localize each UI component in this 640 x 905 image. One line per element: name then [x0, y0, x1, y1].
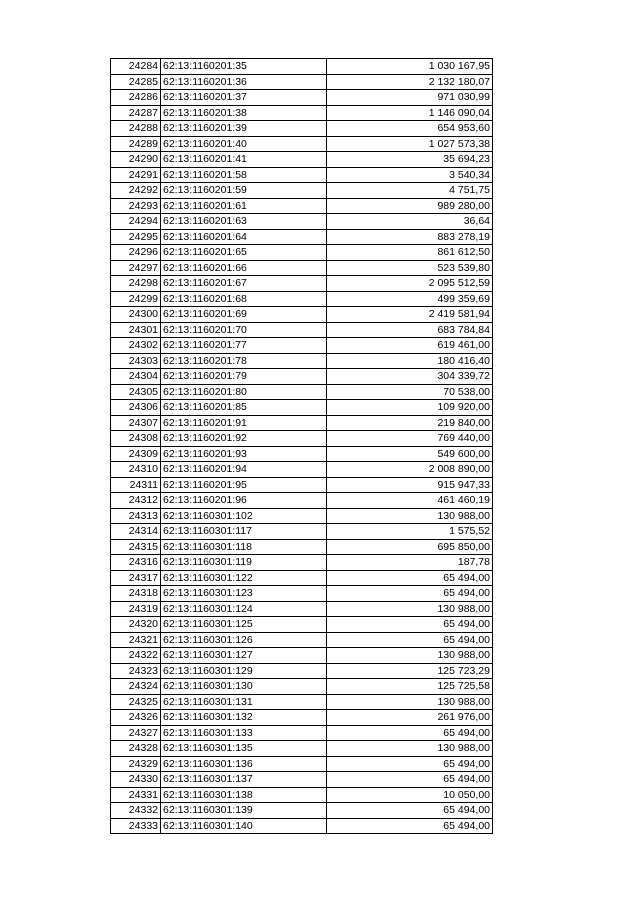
- table-row: [111, 90, 493, 106]
- row-index: 24285: [111, 74, 161, 90]
- row-index: 24313: [111, 508, 161, 524]
- cadastral-number: 62:13:1160201:79: [161, 369, 327, 385]
- table-row: [111, 229, 493, 245]
- cadastral-value: 861 612,50: [327, 245, 493, 261]
- cadastral-number: 62:13:1160201:58: [161, 167, 327, 183]
- cadastral-value: 70 538,00: [327, 384, 493, 400]
- table-row: [111, 710, 493, 726]
- table-row: [111, 291, 493, 307]
- cadastral-number: 62:13:1160201:80: [161, 384, 327, 400]
- table-row: [111, 384, 493, 400]
- row-index: 24333: [111, 818, 161, 834]
- cadastral-number: 62:13:1160201:94: [161, 462, 327, 478]
- cadastral-number: 62:13:1160201:66: [161, 260, 327, 276]
- table-row: [111, 756, 493, 772]
- cadastral-value: 65 494,00: [327, 772, 493, 788]
- cadastral-number: 62:13:1160201:39: [161, 121, 327, 137]
- cadastral-value: 125 725,58: [327, 679, 493, 695]
- table-row: [111, 446, 493, 462]
- row-index: 24294: [111, 214, 161, 230]
- cadastral-value: 1 146 090,04: [327, 105, 493, 121]
- row-index: 24286: [111, 90, 161, 106]
- table-row: [111, 772, 493, 788]
- table-row: [111, 59, 493, 75]
- row-index: 24315: [111, 539, 161, 555]
- cadastral-value: 971 030,99: [327, 90, 493, 106]
- cadastral-number: 62:13:1160201:78: [161, 353, 327, 369]
- row-index: 24317: [111, 570, 161, 586]
- row-index: 24297: [111, 260, 161, 276]
- row-index: 24307: [111, 415, 161, 431]
- table-row: [111, 74, 493, 90]
- cadastral-value: 65 494,00: [327, 586, 493, 602]
- cadastral-value: 989 280,00: [327, 198, 493, 214]
- row-index: 24305: [111, 384, 161, 400]
- cadastral-value: 2 419 581,94: [327, 307, 493, 323]
- cadastral-value: 65 494,00: [327, 803, 493, 819]
- row-index: 24291: [111, 167, 161, 183]
- cadastral-number: 62:13:1160201:59: [161, 183, 327, 199]
- row-index: 24311: [111, 477, 161, 493]
- table-body: [111, 59, 493, 834]
- cadastral-value: 883 278,19: [327, 229, 493, 245]
- table-row: [111, 725, 493, 741]
- cadastral-value: 130 988,00: [327, 601, 493, 617]
- row-index: 24328: [111, 741, 161, 757]
- row-index: 24319: [111, 601, 161, 617]
- cadastral-number: 62:13:1160301:119: [161, 555, 327, 571]
- row-index: 24323: [111, 663, 161, 679]
- table-row: [111, 555, 493, 571]
- table-row: [111, 338, 493, 354]
- row-index: 24322: [111, 648, 161, 664]
- cadastral-value: 187,78: [327, 555, 493, 571]
- table-row: [111, 198, 493, 214]
- table-row: [111, 803, 493, 819]
- cadastral-value: 683 784,84: [327, 322, 493, 338]
- table-row: [111, 617, 493, 633]
- row-index: 24326: [111, 710, 161, 726]
- table-row: [111, 415, 493, 431]
- table-row: [111, 245, 493, 261]
- row-index: 24288: [111, 121, 161, 137]
- table-row: [111, 508, 493, 524]
- row-index: 24325: [111, 694, 161, 710]
- cadastral-number: 62:13:1160201:96: [161, 493, 327, 509]
- cadastral-number: 62:13:1160301:122: [161, 570, 327, 586]
- table-row: [111, 679, 493, 695]
- cadastral-number: 62:13:1160201:68: [161, 291, 327, 307]
- cadastral-number: 62:13:1160301:130: [161, 679, 327, 695]
- cadastral-number: 62:13:1160201:37: [161, 90, 327, 106]
- row-index: 24316: [111, 555, 161, 571]
- cadastral-value: 915 947,33: [327, 477, 493, 493]
- row-index: 24298: [111, 276, 161, 292]
- cadastral-number: 62:13:1160301:139: [161, 803, 327, 819]
- cadastral-number: 62:13:1160301:136: [161, 756, 327, 772]
- cadastral-value: 65 494,00: [327, 617, 493, 633]
- row-index: 24329: [111, 756, 161, 772]
- row-index: 24332: [111, 803, 161, 819]
- cadastral-number: 62:13:1160301:137: [161, 772, 327, 788]
- table-row: [111, 477, 493, 493]
- cadastral-number: 62:13:1160201:35: [161, 59, 327, 75]
- cadastral-value: 125 723,29: [327, 663, 493, 679]
- cadastral-number: 62:13:1160201:95: [161, 477, 327, 493]
- table-row: [111, 136, 493, 152]
- cadastral-value: 2 132 180,07: [327, 74, 493, 90]
- table-row: [111, 152, 493, 168]
- row-index: 24331: [111, 787, 161, 803]
- cadastral-number: 62:13:1160201:85: [161, 400, 327, 416]
- table-row: [111, 694, 493, 710]
- cadastral-value: 523 539,80: [327, 260, 493, 276]
- cadastral-number: 62:13:1160301:138: [161, 787, 327, 803]
- table-row: [111, 493, 493, 509]
- cadastral-value: 1 575,52: [327, 524, 493, 540]
- cadastral-number: 62:13:1160201:77: [161, 338, 327, 354]
- cadastral-value-table: [110, 58, 493, 834]
- table-row: [111, 648, 493, 664]
- cadastral-value: 499 359,69: [327, 291, 493, 307]
- row-index: 24296: [111, 245, 161, 261]
- cadastral-number: 62:13:1160201:70: [161, 322, 327, 338]
- row-index: 24310: [111, 462, 161, 478]
- cadastral-value: 130 988,00: [327, 694, 493, 710]
- cadastral-number: 62:13:1160301:123: [161, 586, 327, 602]
- row-index: 24320: [111, 617, 161, 633]
- cadastral-number: 62:13:1160301:124: [161, 601, 327, 617]
- table-row: [111, 214, 493, 230]
- row-index: 24301: [111, 322, 161, 338]
- row-index: 24303: [111, 353, 161, 369]
- cadastral-number: 62:13:1160301:102: [161, 508, 327, 524]
- cadastral-value: 549 600,00: [327, 446, 493, 462]
- cadastral-number: 62:13:1160301:135: [161, 741, 327, 757]
- cadastral-number: 62:13:1160301:133: [161, 725, 327, 741]
- row-index: 24287: [111, 105, 161, 121]
- cadastral-value: 2 008 890,00: [327, 462, 493, 478]
- table-row: [111, 632, 493, 648]
- table-row: [111, 741, 493, 757]
- cadastral-number: 62:13:1160201:38: [161, 105, 327, 121]
- table-row: [111, 183, 493, 199]
- cadastral-value: 219 840,00: [327, 415, 493, 431]
- cadastral-value: 1 027 573,38: [327, 136, 493, 152]
- table-row: [111, 353, 493, 369]
- table-row: [111, 431, 493, 447]
- cadastral-number: 62:13:1160201:65: [161, 245, 327, 261]
- row-index: 24299: [111, 291, 161, 307]
- cadastral-number: 62:13:1160201:69: [161, 307, 327, 323]
- row-index: 24327: [111, 725, 161, 741]
- cadastral-value: 654 953,60: [327, 121, 493, 137]
- cadastral-value: 3 540,34: [327, 167, 493, 183]
- row-index: 24308: [111, 431, 161, 447]
- cadastral-number: 62:13:1160301:117: [161, 524, 327, 540]
- cadastral-value: 65 494,00: [327, 570, 493, 586]
- row-index: 24302: [111, 338, 161, 354]
- row-index: 24330: [111, 772, 161, 788]
- cadastral-number: 62:13:1160201:41: [161, 152, 327, 168]
- row-index: 24304: [111, 369, 161, 385]
- cadastral-value: 65 494,00: [327, 756, 493, 772]
- cadastral-value: 130 988,00: [327, 508, 493, 524]
- cadastral-number: 62:13:1160301:131: [161, 694, 327, 710]
- table-row: [111, 570, 493, 586]
- row-index: 24293: [111, 198, 161, 214]
- cadastral-number: 62:13:1160301:125: [161, 617, 327, 633]
- cadastral-number: 62:13:1160201:36: [161, 74, 327, 90]
- table-row: [111, 322, 493, 338]
- row-index: 24284: [111, 59, 161, 75]
- cadastral-value: 769 440,00: [327, 431, 493, 447]
- table-row: [111, 787, 493, 803]
- row-index: 24306: [111, 400, 161, 416]
- cadastral-value: 695 850,00: [327, 539, 493, 555]
- cadastral-value: 130 988,00: [327, 648, 493, 664]
- row-index: 24318: [111, 586, 161, 602]
- table-row: [111, 539, 493, 555]
- row-index: 24312: [111, 493, 161, 509]
- cadastral-number: 62:13:1160201:40: [161, 136, 327, 152]
- cadastral-value: 4 751,75: [327, 183, 493, 199]
- cadastral-value: 1 030 167,95: [327, 59, 493, 75]
- table-row: [111, 524, 493, 540]
- cadastral-number: 62:13:1160301:126: [161, 632, 327, 648]
- cadastral-value: 10 050,00: [327, 787, 493, 803]
- row-index: 24292: [111, 183, 161, 199]
- table-row: [111, 369, 493, 385]
- cadastral-value: 304 339,72: [327, 369, 493, 385]
- row-index: 24324: [111, 679, 161, 695]
- cadastral-number: 62:13:1160301:118: [161, 539, 327, 555]
- table-row: [111, 462, 493, 478]
- cadastral-number: 62:13:1160201:64: [161, 229, 327, 245]
- cadastral-value: 65 494,00: [327, 818, 493, 834]
- row-index: 24300: [111, 307, 161, 323]
- cadastral-number: 62:13:1160301:140: [161, 818, 327, 834]
- table-row: [111, 400, 493, 416]
- cadastral-value: 35 694,23: [327, 152, 493, 168]
- cadastral-number: 62:13:1160201:91: [161, 415, 327, 431]
- row-index: 24309: [111, 446, 161, 462]
- row-index: 24321: [111, 632, 161, 648]
- cadastral-value: 130 988,00: [327, 741, 493, 757]
- cadastral-number: 62:13:1160201:67: [161, 276, 327, 292]
- cadastral-value: 65 494,00: [327, 632, 493, 648]
- table-row: [111, 307, 493, 323]
- cadastral-value: 461 460,19: [327, 493, 493, 509]
- cadastral-number: 62:13:1160201:61: [161, 198, 327, 214]
- table-row: [111, 167, 493, 183]
- row-index: 24289: [111, 136, 161, 152]
- table-row: [111, 121, 493, 137]
- cadastral-number: 62:13:1160301:132: [161, 710, 327, 726]
- cadastral-value: 261 976,00: [327, 710, 493, 726]
- table-row: [111, 601, 493, 617]
- cadastral-number: 62:13:1160201:93: [161, 446, 327, 462]
- table-row: [111, 818, 493, 834]
- cadastral-value: 619 461,00: [327, 338, 493, 354]
- table-row: [111, 260, 493, 276]
- row-index: 24290: [111, 152, 161, 168]
- cadastral-value: 36,64: [327, 214, 493, 230]
- table-row: [111, 586, 493, 602]
- cadastral-number: 62:13:1160201:92: [161, 431, 327, 447]
- row-index: 24314: [111, 524, 161, 540]
- cadastral-number: 62:13:1160201:63: [161, 214, 327, 230]
- cadastral-value: 109 920,00: [327, 400, 493, 416]
- cadastral-value: 2 095 512,59: [327, 276, 493, 292]
- row-index: 24295: [111, 229, 161, 245]
- table-row: [111, 105, 493, 121]
- cadastral-number: 62:13:1160301:127: [161, 648, 327, 664]
- cadastral-number: 62:13:1160301:129: [161, 663, 327, 679]
- cadastral-value: 65 494,00: [327, 725, 493, 741]
- table-row: [111, 663, 493, 679]
- cadastral-value: 180 416,40: [327, 353, 493, 369]
- table-row: [111, 276, 493, 292]
